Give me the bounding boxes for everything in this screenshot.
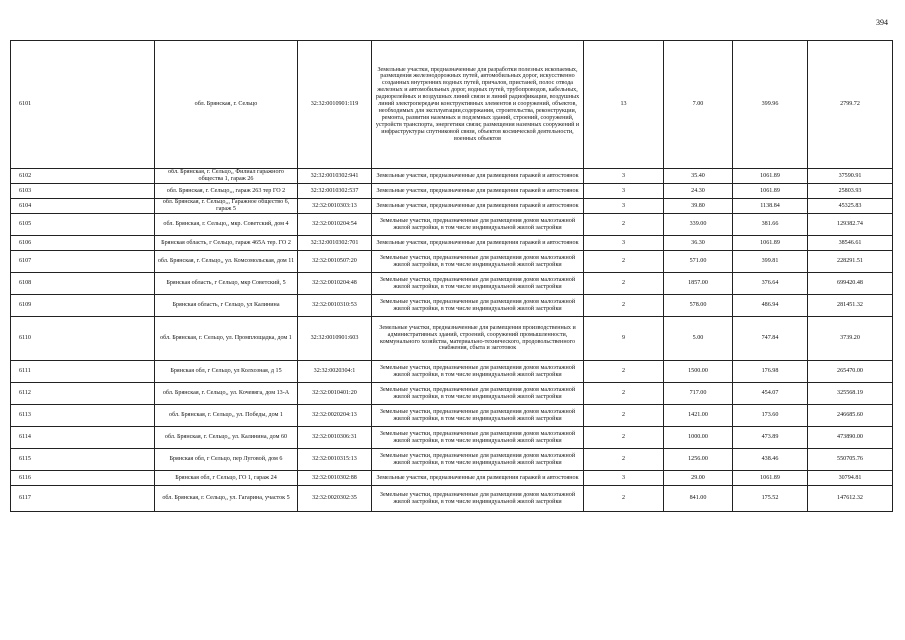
row-id: 6111: [11, 361, 155, 383]
row-land-purpose: Земельные участки, предназначенные для размещения производственных и административных зданий, строений, сооружений промышленности, коммунального хозяйства, материально-технического, продовольственного снабжения, сбыта и заготовок: [372, 317, 584, 361]
row-cadastral-number: 32:32:0010401:20: [298, 383, 372, 405]
table-row: [11, 214, 893, 236]
row-rate: 35.40: [664, 169, 733, 184]
row-cadastral-number: 32:32:0010204:54: [298, 214, 372, 236]
row-group: 13: [584, 41, 664, 169]
row-rate: 1000.00: [664, 427, 733, 449]
row-cadastral-number: 32:32:0010302:537: [298, 184, 372, 199]
row-group: 3: [584, 169, 664, 184]
row-land-purpose: Земельные участки, предназначенные для размещения гаражей и автостоянок: [372, 199, 584, 214]
row-id: 6107: [11, 251, 155, 273]
row-price: 473.89: [733, 427, 808, 449]
row-value: 3739.20: [808, 317, 893, 361]
row-price: 399.81: [733, 251, 808, 273]
row-address: обл. Брянская, г. Сельцо,, ул. Калинина, дом 60: [155, 427, 298, 449]
row-value: 246685.60: [808, 405, 893, 427]
row-address: обл. Брянская, г. Сельцо,, ул. Гагарина, участок 5: [155, 486, 298, 512]
row-rate: 1421.00: [664, 405, 733, 427]
page-number: 394: [876, 18, 888, 27]
row-cadastral-number: 32:32:0010315:13: [298, 449, 372, 471]
table-row: [11, 361, 893, 383]
row-address: Брянская обл, г Сельцо, пер Луговой, дом 6: [155, 449, 298, 471]
row-group: 2: [584, 449, 664, 471]
row-price: 1061.89: [733, 184, 808, 199]
row-land-purpose: Земельные участки, предназначенные для размещения домов малоэтажной жилой застройки, в том числе индивидуальной жилой застройки: [372, 214, 584, 236]
row-group: 3: [584, 199, 664, 214]
row-address: обл. Брянская, г. Сельцо,, ул. Победы, дом 1: [155, 405, 298, 427]
row-rate: 7.00: [664, 41, 733, 169]
row-value: 30794.81: [808, 471, 893, 486]
row-land-purpose: Земельные участки, предназначенные для размещения гаражей и автостоянок: [372, 471, 584, 486]
table-row: [11, 427, 893, 449]
row-id: 6109: [11, 295, 155, 317]
row-address: обл. Брянская, г. Сельцо: [155, 41, 298, 169]
row-id: 6110: [11, 317, 155, 361]
row-land-purpose: Земельные участки, предназначенные для размещения домов малоэтажной жилой застройки, в том числе индивидуальной жилой застройки: [372, 486, 584, 512]
row-cadastral-number: 32:32:0010901:119: [298, 41, 372, 169]
row-address: обл. Брянская, г. Сельцо,, мкр. Советский, дом 4: [155, 214, 298, 236]
row-id: 6101: [11, 41, 155, 169]
row-address: обл. Брянская, г. Сельцо,, Филиал гаражного общества 1, гараж 26: [155, 169, 298, 184]
row-land-purpose: Земельные участки, предназначенные для размещения домов малоэтажной жилой застройки, в том числе индивидуальной жилой застройки: [372, 273, 584, 295]
table-row: [11, 273, 893, 295]
row-address: Брянская обл, г Сельцо, ГО 1, гараж 24: [155, 471, 298, 486]
row-id: 6117: [11, 486, 155, 512]
row-id: 6116: [11, 471, 155, 486]
row-rate: 841.00: [664, 486, 733, 512]
row-cadastral-number: 32:32:0010507:20: [298, 251, 372, 273]
row-address: Брянская область, г Сельцо, гараж 465А тер. ГО 2: [155, 236, 298, 251]
row-price: 486.94: [733, 295, 808, 317]
row-group: 2: [584, 383, 664, 405]
row-address: обл. Брянская, г. Сельцо,,, Гаражное общество 6, гараж 5: [155, 199, 298, 214]
row-group: 9: [584, 317, 664, 361]
row-group: 3: [584, 184, 664, 199]
table-row: [11, 251, 893, 273]
row-group: 2: [584, 295, 664, 317]
table-row: [11, 449, 893, 471]
row-id: 6108: [11, 273, 155, 295]
row-price: 1061.89: [733, 236, 808, 251]
row-value: 699420.48: [808, 273, 893, 295]
row-land-purpose: Земельные участки, предназначенные для размещения домов малоэтажной жилой застройки, в том числе индивидуальной жилой застройки: [372, 295, 584, 317]
row-cadastral-number: 32:32:0010303:13: [298, 199, 372, 214]
row-value: 228291.51: [808, 251, 893, 273]
table-row: [11, 169, 893, 184]
table-row: [11, 199, 893, 214]
row-group: 2: [584, 405, 664, 427]
row-cadastral-number: 32:32:0020304:1: [298, 361, 372, 383]
row-cadastral-number: 32:32:0010310:53: [298, 295, 372, 317]
row-rate: 39.80: [664, 199, 733, 214]
row-rate: 571.00: [664, 251, 733, 273]
row-price: 176.98: [733, 361, 808, 383]
row-id: 6112: [11, 383, 155, 405]
table-row: [11, 317, 893, 361]
table-row: [11, 471, 893, 486]
row-id: 6105: [11, 214, 155, 236]
table-row: [11, 41, 893, 169]
row-land-purpose: Земельные участки, предназначенные для размещения домов малоэтажной жилой застройки, в том числе индивидуальной жилой застройки: [372, 449, 584, 471]
row-land-purpose: Земельные участки, предназначенные для размещения гаражей и автостоянок: [372, 184, 584, 199]
row-price: 1061.89: [733, 169, 808, 184]
row-value: 281451.32: [808, 295, 893, 317]
row-land-purpose: Земельные участки, предназначенные для размещения домов малоэтажной жилой застройки, в том числе индивидуальной жилой застройки: [372, 251, 584, 273]
row-price: 747.84: [733, 317, 808, 361]
row-cadastral-number: 32:32:0010901:603: [298, 317, 372, 361]
row-rate: 36.30: [664, 236, 733, 251]
row-id: 6104: [11, 199, 155, 214]
row-rate: 578.00: [664, 295, 733, 317]
row-price: 175.52: [733, 486, 808, 512]
row-group: 2: [584, 273, 664, 295]
table-row: [11, 184, 893, 199]
row-address: обл. Брянская, г. Сельцо,, ул. Комсомольская, дом 11: [155, 251, 298, 273]
row-cadastral-number: 32:32:0020204:13: [298, 405, 372, 427]
table-row: [11, 236, 893, 251]
row-address: Брянская область, г Сельцо, мкр Советский, 5: [155, 273, 298, 295]
row-group: 2: [584, 427, 664, 449]
row-value: 473890.00: [808, 427, 893, 449]
row-id: 6106: [11, 236, 155, 251]
row-value: 147612.32: [808, 486, 893, 512]
row-value: 550705.76: [808, 449, 893, 471]
row-address: обл. Брянская, г. Сельцо,, ул. Кочевяга, дом 13-А: [155, 383, 298, 405]
table-row: [11, 295, 893, 317]
row-price: 173.60: [733, 405, 808, 427]
row-rate: 717.00: [664, 383, 733, 405]
row-id: 6115: [11, 449, 155, 471]
row-land-purpose: Земельные участки, предназначенные для размещения гаражей и автостоянок: [372, 236, 584, 251]
row-group: 3: [584, 236, 664, 251]
row-land-purpose: Земельные участки, предназначенные для разработки полезных ископаемых, размещения железнодорожных путей, автомобильных дорог, искусственно созданных внутренних водных путей, причалов, пристаней, полос отвода железных и автомобильных дорог, водных путей, трубопроводов, кабельных, радиорелейных и воздушных линий связи и линий радиофикации, воздушных линий электропередачи конструктивных элементов и сооружений, объектов, необходимых для эксплуатации,содержания, строительства, реконструкции, ремонта, развития наземных и подземных зданий, строений, сооружений, устройств транспорта, энергетики связи; размещения наземных сооружений и инфраструктуры спутниковой связи, объектов космической деятельности, военных объектов: [372, 41, 584, 169]
row-rate: 5.00: [664, 317, 733, 361]
row-rate: 24.30: [664, 184, 733, 199]
row-id: 6102: [11, 169, 155, 184]
row-cadastral-number: 32:32:0020302:35: [298, 486, 372, 512]
row-value: 325568.19: [808, 383, 893, 405]
row-address: Брянская область, г Сельцо, ул Калинина: [155, 295, 298, 317]
row-cadastral-number: 32:32:0010204:48: [298, 273, 372, 295]
row-id: 6113: [11, 405, 155, 427]
row-group: 3: [584, 471, 664, 486]
row-price: 1061.89: [733, 471, 808, 486]
row-address: обл. Брянская, г. Сельцо, ул. Промплощадка, дом 1: [155, 317, 298, 361]
row-group: 2: [584, 361, 664, 383]
row-value: 265470.00: [808, 361, 893, 383]
table-row: [11, 405, 893, 427]
row-id: 6103: [11, 184, 155, 199]
row-group: 2: [584, 214, 664, 236]
table-row: [11, 383, 893, 405]
row-value: 2799.72: [808, 41, 893, 169]
row-cadastral-number: 32:32:0010306:31: [298, 427, 372, 449]
row-address: Брянская обл, г Сельцо, ул Колхозная, д 15: [155, 361, 298, 383]
row-cadastral-number: 32:32:0010302:701: [298, 236, 372, 251]
row-land-purpose: Земельные участки, предназначенные для размещения домов малоэтажной жилой застройки, в том числе индивидуальной жилой застройки: [372, 427, 584, 449]
row-land-purpose: Земельные участки, предназначенные для размещения гаражей и автостоянок: [372, 169, 584, 184]
row-rate: 1857.00: [664, 273, 733, 295]
row-address: обл. Брянская, г. Сельцо,,, гараж 263 тер ГО 2: [155, 184, 298, 199]
table-row: [11, 486, 893, 512]
row-id: 6114: [11, 427, 155, 449]
row-rate: 1500.00: [664, 361, 733, 383]
row-rate: 339.00: [664, 214, 733, 236]
row-price: 381.66: [733, 214, 808, 236]
row-value: 37590.91: [808, 169, 893, 184]
row-price: 1138.84: [733, 199, 808, 214]
row-group: 2: [584, 251, 664, 273]
row-price: 454.07: [733, 383, 808, 405]
row-value: 45325.83: [808, 199, 893, 214]
row-value: 25803.93: [808, 184, 893, 199]
row-rate: 1256.00: [664, 449, 733, 471]
row-cadastral-number: 32:32:0010302:941: [298, 169, 372, 184]
row-price: 376.64: [733, 273, 808, 295]
row-land-purpose: Земельные участки, предназначенные для размещения домов малоэтажной жилой застройки, в том числе индивидуальной жилой застройки: [372, 405, 584, 427]
row-value: 129382.74: [808, 214, 893, 236]
row-rate: 29.00: [664, 471, 733, 486]
row-group: 2: [584, 486, 664, 512]
row-land-purpose: Земельные участки, предназначенные для размещения домов малоэтажной жилой застройки, в том числе индивидуальной жилой застройки: [372, 361, 584, 383]
row-value: 38546.61: [808, 236, 893, 251]
row-price: 399.96: [733, 41, 808, 169]
row-land-purpose: Земельные участки, предназначенные для размещения домов малоэтажной жилой застройки, в том числе индивидуальной жилой застройки: [372, 383, 584, 405]
row-price: 438.46: [733, 449, 808, 471]
land-registry-table: [10, 40, 893, 512]
row-cadastral-number: 32:32:0010302:88: [298, 471, 372, 486]
